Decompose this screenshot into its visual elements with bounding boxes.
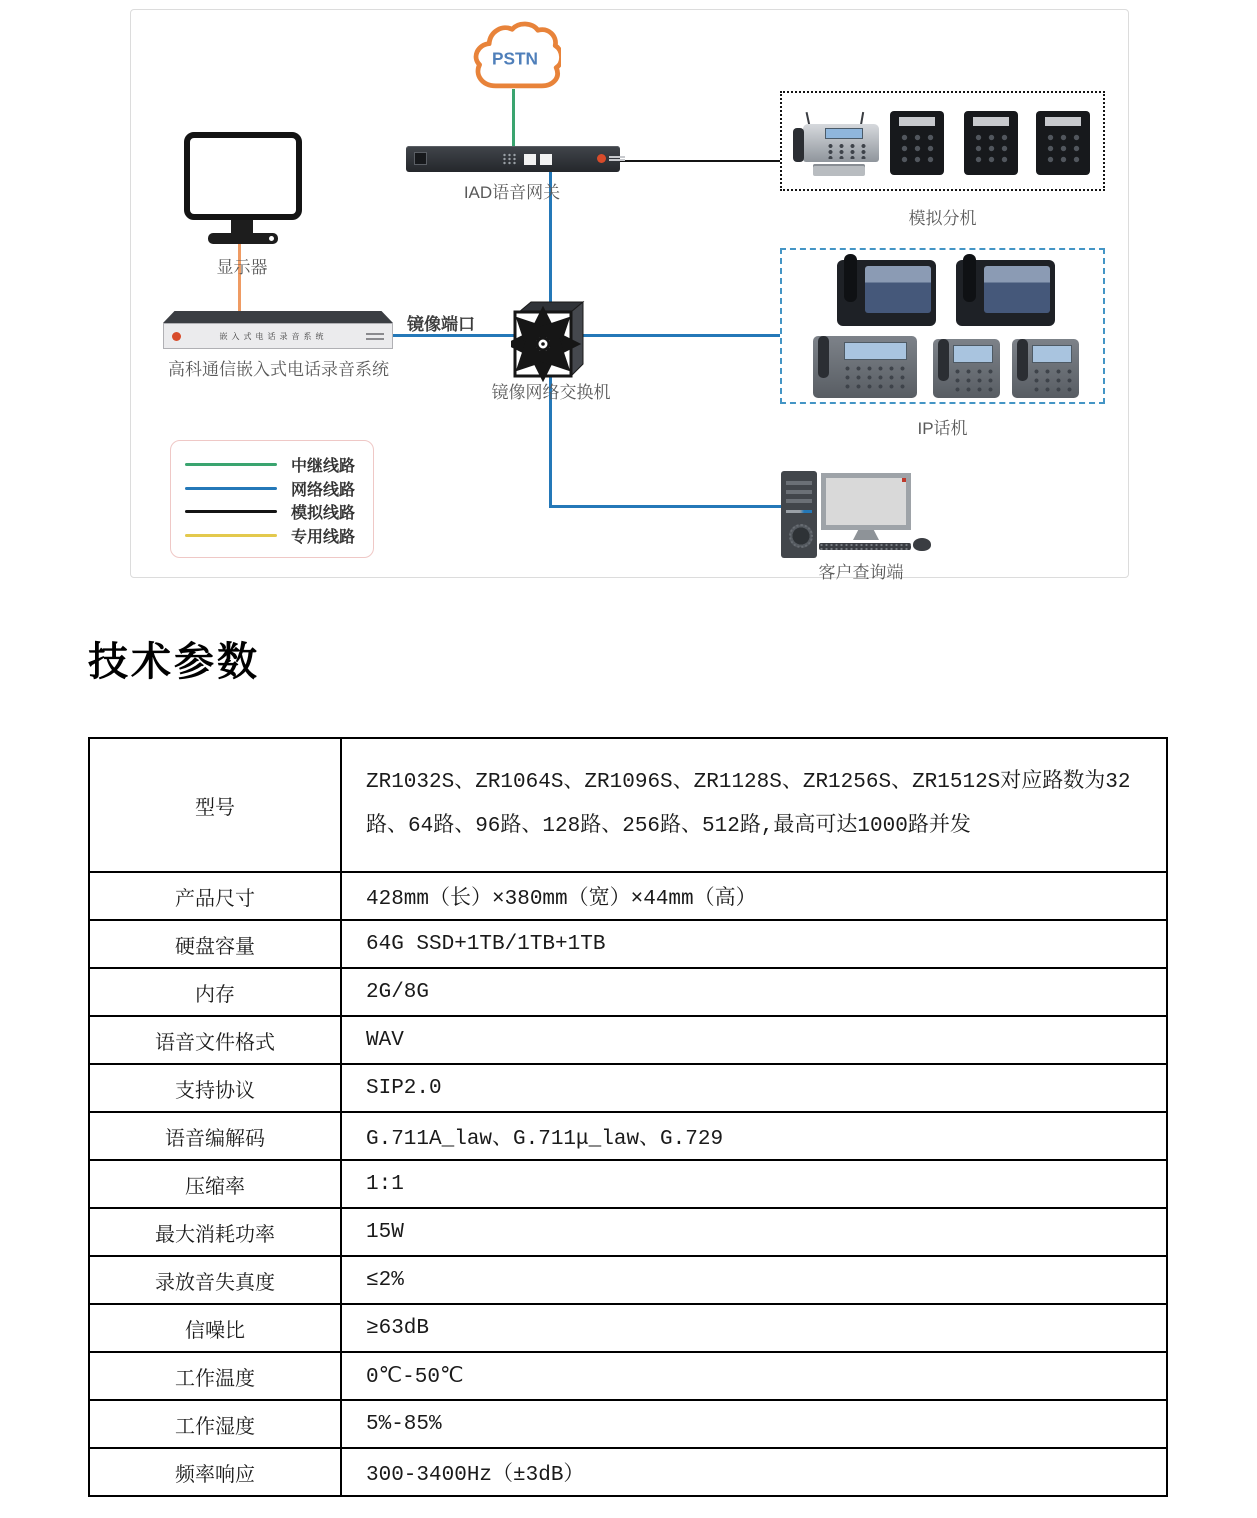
spec-value: 428mm（长）×380mm（宽）×44mm（高） [341, 872, 1167, 920]
switch-icon [511, 298, 587, 386]
client-label: 客户查询端 [818, 563, 904, 582]
legend-label: 专用线路 [290, 528, 355, 546]
analog-line-gateway-extensions [619, 160, 780, 162]
table-row [89, 1256, 1167, 1304]
spec-value: SIP2.0 [341, 1064, 1167, 1112]
topology-diagram [130, 9, 1129, 582]
client-pc-tower [781, 471, 817, 558]
switch-label: 镜像网络交换机 [491, 383, 611, 402]
monitor-neck [231, 220, 253, 233]
table-row [89, 920, 1167, 968]
ip-phone-icon [933, 339, 1000, 398]
analog-group-label: 模拟分机 [908, 209, 977, 228]
spec-label: 压缩率 [89, 1160, 341, 1208]
table-row [89, 1208, 1167, 1256]
recorder-device [163, 323, 393, 349]
client-pc-led [786, 510, 812, 513]
recorder-panel-text: 嵌入式电话录音系统 [219, 331, 328, 341]
spec-label: 型号 [89, 738, 341, 872]
legend-line-green [185, 463, 277, 466]
spec-label: 内存 [89, 968, 341, 1016]
ip-group-label: IP话机 [917, 419, 968, 438]
legend-line-blue [185, 487, 277, 490]
spec-value: ZR1032S、ZR1064S、ZR1096S、ZR1128S、ZR1256S、ZR1512S对应路数为32路、64路、96路、128路、256路、512路,最高可达1000路并发 [341, 738, 1167, 872]
spec-label: 频率响应 [89, 1448, 341, 1496]
spec-value: ≥63dB [341, 1304, 1167, 1352]
analog-extensions-group [780, 91, 1105, 191]
spec-label: 产品尺寸 [89, 872, 341, 920]
legend-row-dedicated [179, 524, 365, 547]
table-row [89, 872, 1167, 920]
spec-label: 工作湿度 [89, 1400, 341, 1448]
spec-value: 15W [341, 1208, 1167, 1256]
ip-phone-icon [1012, 339, 1079, 398]
legend-line-black [185, 510, 277, 513]
table-row [89, 1160, 1167, 1208]
table-row [89, 968, 1167, 1016]
client-pc-monitor [821, 473, 911, 530]
monitor-base [208, 233, 278, 244]
legend-row-trunk [179, 453, 365, 476]
gateway-console-port [414, 152, 427, 165]
legend-row-network [179, 477, 365, 500]
table-row [89, 1112, 1167, 1160]
gateway-led-dots [502, 153, 516, 165]
spec-value: 5%-85% [341, 1400, 1167, 1448]
analog-phone-icon [1036, 111, 1090, 175]
pstn-label: PSTN [491, 48, 539, 69]
monitor-label: 显示器 [216, 258, 268, 277]
client-pc-mouse [913, 538, 931, 551]
network-line-switch-ipphones [581, 334, 780, 337]
fax-machine-icon [793, 112, 881, 180]
spec-value: WAV [341, 1016, 1167, 1064]
iad-gateway-device [406, 146, 620, 172]
spec-label: 语音文件格式 [89, 1016, 341, 1064]
spec-value: G.711A_law、G.711μ_law、G.729 [341, 1112, 1167, 1160]
legend-label: 中继线路 [290, 458, 355, 475]
legend-label: 模拟线路 [290, 505, 355, 523]
client-pc-stand [853, 530, 879, 540]
spec-label: 支持协议 [89, 1064, 341, 1112]
recorder-brand-logo [172, 332, 181, 341]
spec-value: 1:1 [341, 1160, 1167, 1208]
table-row [89, 1304, 1167, 1352]
spec-value: 0℃-50℃ [341, 1352, 1167, 1400]
table-row [89, 738, 1167, 872]
ip-phone-icon [813, 336, 917, 398]
ip-phones-group [780, 248, 1105, 404]
analog-phone-icon [890, 111, 944, 175]
network-line-to-client [549, 505, 783, 508]
spec-value: 2G/8G [341, 968, 1167, 1016]
spec-label: 录放音失真度 [89, 1256, 341, 1304]
analog-phone-icon [964, 111, 1018, 175]
video-ip-phone-icon [837, 260, 936, 326]
table-row [89, 1400, 1167, 1448]
table-row [89, 1064, 1167, 1112]
pstn-cloud-icon [469, 20, 561, 98]
monitor-screen [184, 132, 302, 220]
section-title: 技术参数 [88, 640, 260, 684]
spec-label: 工作温度 [89, 1352, 341, 1400]
recorder-top-panel [163, 311, 393, 323]
spec-label: 最大消耗功率 [89, 1208, 341, 1256]
gateway-label: IAD语音网关 [463, 183, 561, 202]
recorder-label: 高科通信嵌入式电话录音系统 [168, 360, 389, 379]
legend-row-analog [179, 500, 365, 523]
spec-value: 300-3400Hz（±3dB） [341, 1448, 1167, 1496]
line-legend [170, 440, 374, 558]
legend-label: 网络线路 [290, 481, 355, 499]
video-ip-phone-icon [956, 260, 1055, 326]
client-pc-keyboard [819, 543, 911, 550]
gateway-rj45-ports [524, 154, 564, 165]
spec-label: 信噪比 [89, 1304, 341, 1352]
mirror-port-label: 镜像端口 [407, 315, 475, 334]
table-row [89, 1352, 1167, 1400]
spec-label: 语音编解码 [89, 1112, 341, 1160]
table-row [89, 1016, 1167, 1064]
spec-label: 硬盘容量 [89, 920, 341, 968]
table-row [89, 1448, 1167, 1496]
gateway-brand-logo [597, 154, 606, 163]
recorder-status-leds [366, 333, 384, 340]
legend-line-yellow [185, 534, 277, 537]
spec-value: ≤2% [341, 1256, 1167, 1304]
spec-value: 64G SSD+1TB/1TB+1TB [341, 920, 1167, 968]
spec-table [88, 737, 1168, 1497]
